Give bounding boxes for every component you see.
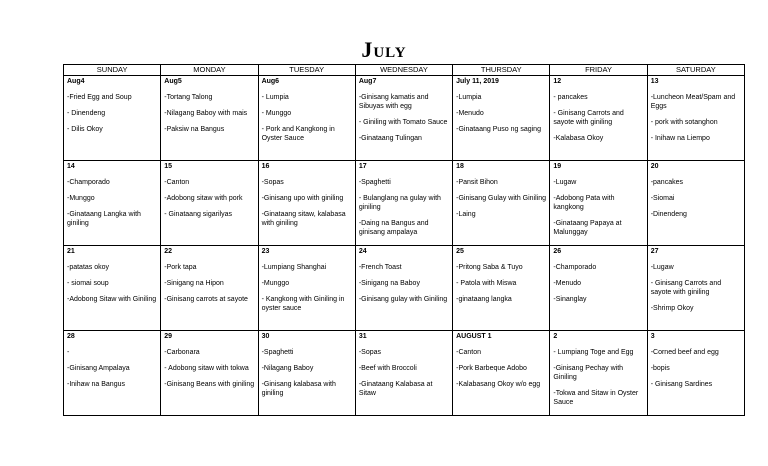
meal-item: - Ginisang Sardines xyxy=(650,381,713,388)
meal-item: -Kalabasa Okoy xyxy=(553,135,604,142)
meal-item: -Ginataang Kalabasa at Sitaw xyxy=(358,381,433,397)
meal-item: -Sinanglay xyxy=(553,296,587,303)
day-date: Aug7 xyxy=(358,78,377,85)
day-cell xyxy=(64,161,161,246)
meal-item: -Corned beef and egg xyxy=(650,349,719,356)
day-cell xyxy=(550,331,647,416)
meal-item: - Ginisang Carrots and sayote with giniling xyxy=(650,280,722,296)
meal-item: -Adobong sitaw with pork xyxy=(164,195,243,202)
day-date: 2 xyxy=(553,333,558,340)
meal-item: -French Toast xyxy=(358,264,402,271)
day-date: 24 xyxy=(358,248,367,255)
day-date: 30 xyxy=(261,333,270,340)
day-date: Aug6 xyxy=(261,78,280,85)
day-cell xyxy=(258,76,355,161)
day-date: 28 xyxy=(67,333,75,340)
weekday-header: MONDAY xyxy=(161,65,258,76)
day-cell xyxy=(161,76,258,161)
meal-item: - Adobong sitaw with tokwa xyxy=(164,365,249,372)
meal-item: -Ginisang upo with giniling xyxy=(261,195,344,202)
meal-item: -Spaghetti xyxy=(261,349,294,356)
day-date: 19 xyxy=(553,163,562,170)
meal-item: -Ginataang sitaw, kalabasa with giniling xyxy=(261,211,346,227)
day-date: 14 xyxy=(67,163,75,170)
day-cell xyxy=(355,76,452,161)
day-cell xyxy=(647,76,744,161)
meal-item: -Laing xyxy=(456,211,476,218)
day-cell xyxy=(453,246,550,331)
meal-item: -Nilagang Baboy with mais xyxy=(164,110,248,117)
meal-item: - Pork and Kangkong in Oyster Sauce xyxy=(261,126,335,142)
meal-item: -Champorado xyxy=(553,264,597,271)
meal-item: -Pork tapa xyxy=(164,264,197,271)
meal-item: -Adobong Pata with kangkong xyxy=(553,195,615,211)
day-date: 15 xyxy=(164,163,173,170)
meal-item: - Lumpia xyxy=(261,94,289,101)
meal-item: -Pork Barbeque Adobo xyxy=(456,365,527,372)
meal-item: -Menudo xyxy=(456,110,484,117)
meal-item: - Ginataang sigarilyas xyxy=(164,211,232,218)
meal-calendar xyxy=(63,64,745,416)
day-cell xyxy=(453,76,550,161)
day-date: 25 xyxy=(456,248,464,255)
meal-item: -Lugaw xyxy=(553,179,577,186)
meal-item: -Lumpia xyxy=(456,94,482,101)
meal-item: - Ginisang Carrots and sayote with giniling xyxy=(553,110,624,126)
weekday-header: TUESDAY xyxy=(258,65,355,76)
week-row xyxy=(64,246,745,331)
day-cell xyxy=(355,331,452,416)
day-cell xyxy=(550,161,647,246)
weekday-header-row xyxy=(64,65,745,76)
day-cell xyxy=(258,161,355,246)
day-cell xyxy=(161,331,258,416)
meal-item: -Pansit Bihon xyxy=(456,179,498,186)
day-date: Aug5 xyxy=(164,78,182,85)
day-cell xyxy=(161,246,258,331)
day-date: 26 xyxy=(553,248,562,255)
day-cell xyxy=(647,246,744,331)
meal-item: - siomai soup xyxy=(67,280,109,287)
calendar-title: July xyxy=(361,37,407,62)
day-date: 21 xyxy=(67,248,75,255)
meal-item: - Lumpiang Toge and Egg xyxy=(553,349,634,356)
meal-item: -Ginisang Gulay with Giniling xyxy=(456,195,546,202)
day-cell xyxy=(258,331,355,416)
meal-item: - Dinendeng xyxy=(67,110,106,117)
meal-item: -bopis xyxy=(650,365,670,372)
day-cell xyxy=(64,331,161,416)
meal-item: -Ginisang Beans with giniling xyxy=(164,381,255,388)
week-row xyxy=(64,331,745,416)
meal-item: -Lugaw xyxy=(650,264,674,271)
week-row xyxy=(64,76,745,161)
meal-item: -Tortang Talong xyxy=(164,94,213,101)
day-date: 20 xyxy=(650,163,659,170)
meal-item: -Ginisang kalabasa with giniling xyxy=(261,381,336,397)
meal-item: - Patola with Miswa xyxy=(456,280,517,287)
meal-item: -Menudo xyxy=(553,280,582,287)
weekday-header: SATURDAY xyxy=(647,65,744,76)
meal-item: -Champorado xyxy=(67,179,110,186)
weekday-header: FRIDAY xyxy=(550,65,647,76)
meal-item: -ginataang langka xyxy=(456,296,512,303)
weekday-header: SUNDAY xyxy=(64,65,161,76)
day-date: July 11, 2019 xyxy=(456,78,499,85)
meal-item: -Carbonara xyxy=(164,349,200,356)
meal-item: -Kalabasang Okoy w/o egg xyxy=(456,381,541,388)
meal-item: -Sopas xyxy=(261,179,284,186)
meal-item: -Beef with Broccoli xyxy=(358,365,417,372)
meal-item: -Sinigang na Hipon xyxy=(164,280,224,287)
meal-item: -Tokwa and Sitaw in Oyster Sauce xyxy=(553,390,639,406)
day-cell xyxy=(550,246,647,331)
meal-item: -Adobong Sitaw with Giniling xyxy=(67,296,157,303)
meal-item: - Inihaw na Liempo xyxy=(650,135,710,142)
meal-item: -Ginisang Pechay with Giniling xyxy=(553,365,624,381)
meal-item: -Canton xyxy=(456,349,482,356)
meal-item: -pancakes xyxy=(650,179,683,186)
meal-item: -Spaghetti xyxy=(358,179,391,186)
day-cell xyxy=(64,76,161,161)
day-cell xyxy=(355,246,452,331)
day-cell xyxy=(355,161,452,246)
meal-item: -Dinendeng xyxy=(650,211,687,218)
day-date: AUGUST 1 xyxy=(456,333,492,340)
meal-item: -Canton xyxy=(164,179,190,186)
day-cell xyxy=(550,76,647,161)
meal-item: -Paksiw na Bangus xyxy=(164,126,225,133)
weekday-header: THURSDAY xyxy=(453,65,550,76)
day-cell xyxy=(258,246,355,331)
meal-item: -Siomai xyxy=(650,195,675,202)
day-date: 18 xyxy=(456,163,464,170)
meal-item: - Bulanglang na gulay with giniling xyxy=(358,195,441,211)
day-date: 17 xyxy=(358,163,367,170)
day-date: Aug4 xyxy=(67,78,85,85)
calendar-body xyxy=(64,76,745,416)
meal-item: -Daing na Bangus and ginisang ampalaya xyxy=(358,220,429,236)
meal-item: - xyxy=(67,349,70,356)
day-date: 16 xyxy=(261,163,270,170)
meal-item: -Ginataang Papaya at Malunggay xyxy=(553,220,622,236)
meal-item: -Ginataang Tulingan xyxy=(358,135,422,142)
meal-item: -Munggo xyxy=(67,195,95,202)
meal-item: -Ginisang carrots at sayote xyxy=(164,296,248,303)
meal-item: -Ginisang kamatis and Sibuyas with egg xyxy=(358,94,429,110)
day-date: 12 xyxy=(553,78,562,85)
day-date: 3 xyxy=(650,333,655,340)
meal-item: -Luncheon Meat/Spam and Eggs xyxy=(650,94,736,110)
week-row xyxy=(64,161,745,246)
meal-item: - Dilis Okoy xyxy=(67,126,103,133)
meal-item: -Ginisang Ampalaya xyxy=(67,365,130,372)
meal-item: -Sopas xyxy=(358,349,382,356)
day-cell xyxy=(647,331,744,416)
day-cell xyxy=(161,161,258,246)
day-cell xyxy=(453,331,550,416)
meal-item: -patatas okoy xyxy=(67,264,110,271)
day-cell xyxy=(647,161,744,246)
day-date: 31 xyxy=(358,333,367,340)
meal-item: -Ginataang Puso ng saging xyxy=(456,126,541,133)
day-date: 29 xyxy=(164,333,173,340)
weekday-header: WEDNESDAY xyxy=(355,65,452,76)
day-date: 27 xyxy=(650,248,659,255)
meal-item: -Pritong Saba & Tuyo xyxy=(456,264,523,271)
meal-item: - Giniling with Tomato Sauce xyxy=(358,119,448,126)
meal-item: - pork with sotanghon xyxy=(650,119,718,126)
day-cell xyxy=(64,246,161,331)
meal-item: -Munggo xyxy=(261,280,290,287)
meal-item: - Munggo xyxy=(261,110,292,117)
meal-item: -Shrimp Okoy xyxy=(650,305,694,312)
meal-item: -Nilagang Baboy xyxy=(261,365,314,372)
meal-item: -Sinigang na Baboy xyxy=(358,280,420,287)
meal-item: - Kangkong with Giniling in oyster sauce xyxy=(261,296,345,312)
day-date: 22 xyxy=(164,248,173,255)
meal-item: -Fried Egg and Soup xyxy=(67,94,132,101)
meal-item: -Ginataang Langka with giniling xyxy=(67,211,141,227)
day-cell xyxy=(453,161,550,246)
meal-item: -Ginisang gulay with Giniling xyxy=(358,296,448,303)
meal-item: -Lumpiang Shanghai xyxy=(261,264,327,271)
meal-item: -Inihaw na Bangus xyxy=(67,381,125,388)
day-date: 13 xyxy=(650,78,659,85)
day-date: 23 xyxy=(261,248,270,255)
meal-item: - pancakes xyxy=(553,94,588,101)
